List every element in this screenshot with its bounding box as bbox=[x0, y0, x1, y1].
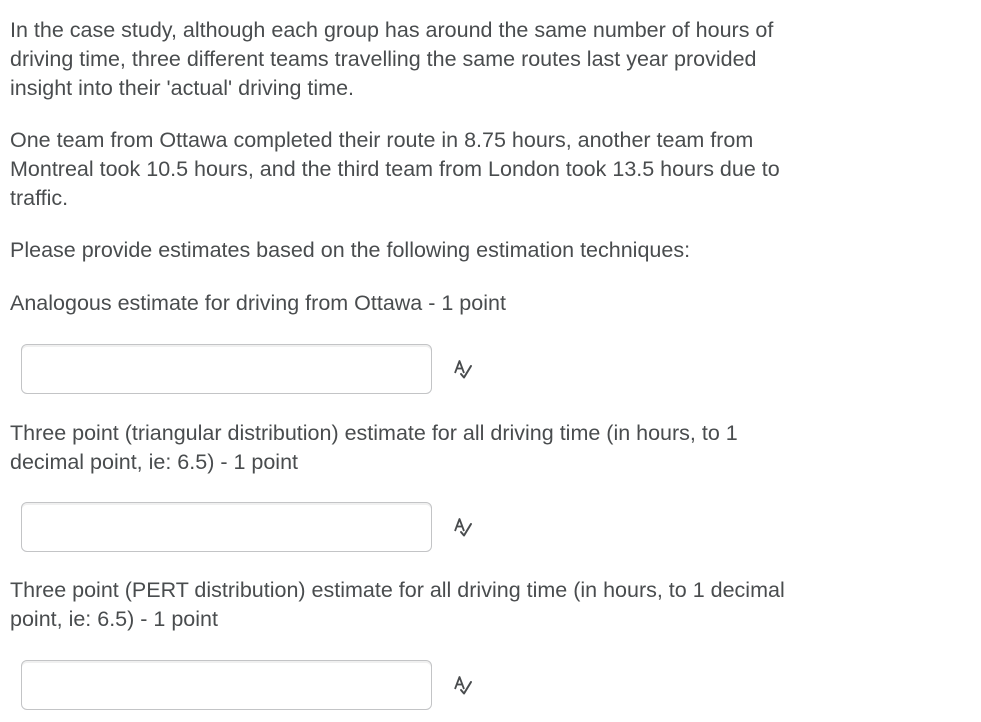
part-1-answer-row bbox=[21, 344, 501, 396]
part-2-prompt: Three point (triangular distribution) estimate for all driving time (in hours, to 1 decimal point, ie: 6.5) - 1 point bbox=[10, 421, 738, 474]
part-1-prompt: Analogous estimate for driving from Ottawa - 1 point bbox=[10, 291, 506, 315]
part-3-answer-input[interactable] bbox=[21, 660, 432, 710]
part-2-answer-input[interactable] bbox=[21, 502, 432, 552]
spell-check-icon[interactable] bbox=[451, 673, 475, 697]
teams-paragraph: One team from Ottawa completed their route in 8.75 hours, another team from Montreal took 10.5 hours, and the third team from London took 13.5 hours due to traffic. bbox=[10, 128, 780, 210]
part-1-answer-input[interactable] bbox=[21, 344, 432, 394]
spell-check-icon[interactable] bbox=[451, 357, 475, 381]
intro-paragraph: In the case study, although each group has around the same number of hours of driving time, three different teams travelling the same routes last year provided insight into their 'actual' driving time. bbox=[10, 18, 774, 100]
part-2-answer-row bbox=[21, 502, 501, 554]
instructions-paragraph: Please provide estimates based on the following estimation techniques: bbox=[10, 238, 691, 262]
part-3-answer-row bbox=[21, 660, 501, 712]
part-3-prompt: Three point (PERT distribution) estimate for all driving time (in hours, to 1 decimal point, ie: 6.5) - 1 point bbox=[10, 578, 785, 631]
spell-check-icon[interactable] bbox=[451, 515, 475, 539]
